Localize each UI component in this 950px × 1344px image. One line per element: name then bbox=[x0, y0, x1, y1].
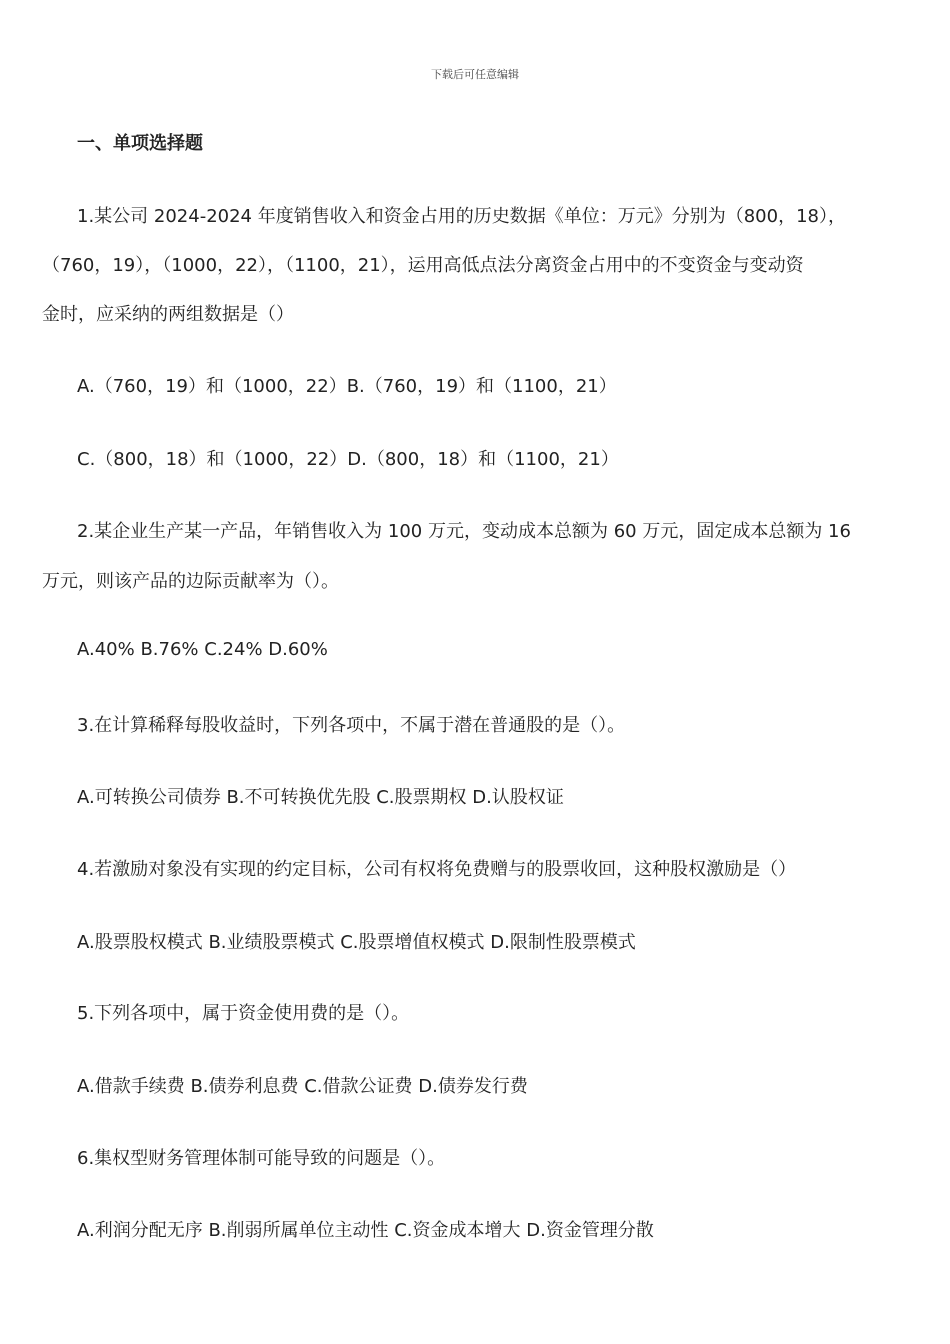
page-header: 下载后可任意编辑 bbox=[431, 68, 519, 81]
question-2-line-2: 万元，则该产品的边际贡献率为（）。 bbox=[42, 571, 339, 592]
question-3-options: A.可转换公司债券 B.不可转换优先股 C.股票期权 D.认股权证 bbox=[77, 787, 564, 808]
question-4-line-1: 4.若激励对象没有实现的约定目标，公司有权将免费赠与的股票收回，这种股权激励是（） bbox=[77, 859, 797, 880]
question-1-line-2: （760，19），（1000，22），（1100，21），运用高低点法分离资金占用中的不变资金与变动资 bbox=[42, 255, 804, 276]
question-1-option-line-2: C.（800，18）和（1000，22）D.（800，18）和（1100，21） bbox=[77, 449, 619, 470]
question-5-options: A.借款手续费 B.债券利息费 C.借款公证费 D.债券发行费 bbox=[77, 1076, 528, 1097]
question-3-line-1: 3.在计算稀释每股收益时，下列各项中，不属于潜在普通股的是（）。 bbox=[77, 715, 626, 736]
question-6-options: A.利润分配无序 B.削弱所属单位主动性 C.资金成本增大 D.资金管理分散 bbox=[77, 1220, 654, 1241]
question-5-line-1: 5.下列各项中，属于资金使用费的是（）。 bbox=[77, 1003, 410, 1024]
question-2-options: A.40% B.76% C.24% D.60% bbox=[77, 639, 328, 660]
question-1-line-3: 金时，应采纳的两组数据是（） bbox=[42, 304, 294, 325]
question-1-option-line-1: A.（760，19）和（1000，22）B.（760，19）和（1100，21） bbox=[77, 376, 617, 397]
section-title: 一、单项选择题 bbox=[77, 133, 203, 154]
question-4-options: A.股票股权模式 B.业绩股票模式 C.股票增值权模式 D.限制性股票模式 bbox=[77, 932, 636, 953]
question-6-line-1: 6.集权型财务管理体制可能导致的问题是（）。 bbox=[77, 1148, 446, 1169]
question-1-line-1: 1.某公司 2024-2024 年度销售收入和资金占用的历史数据《单位：万元》分别为（800，18）， bbox=[77, 206, 846, 227]
question-2-line-1: 2.某企业生产某一产品，年销售收入为 100 万元，变动成本总额为 60 万元，固定成本总额为 16 bbox=[77, 521, 851, 542]
